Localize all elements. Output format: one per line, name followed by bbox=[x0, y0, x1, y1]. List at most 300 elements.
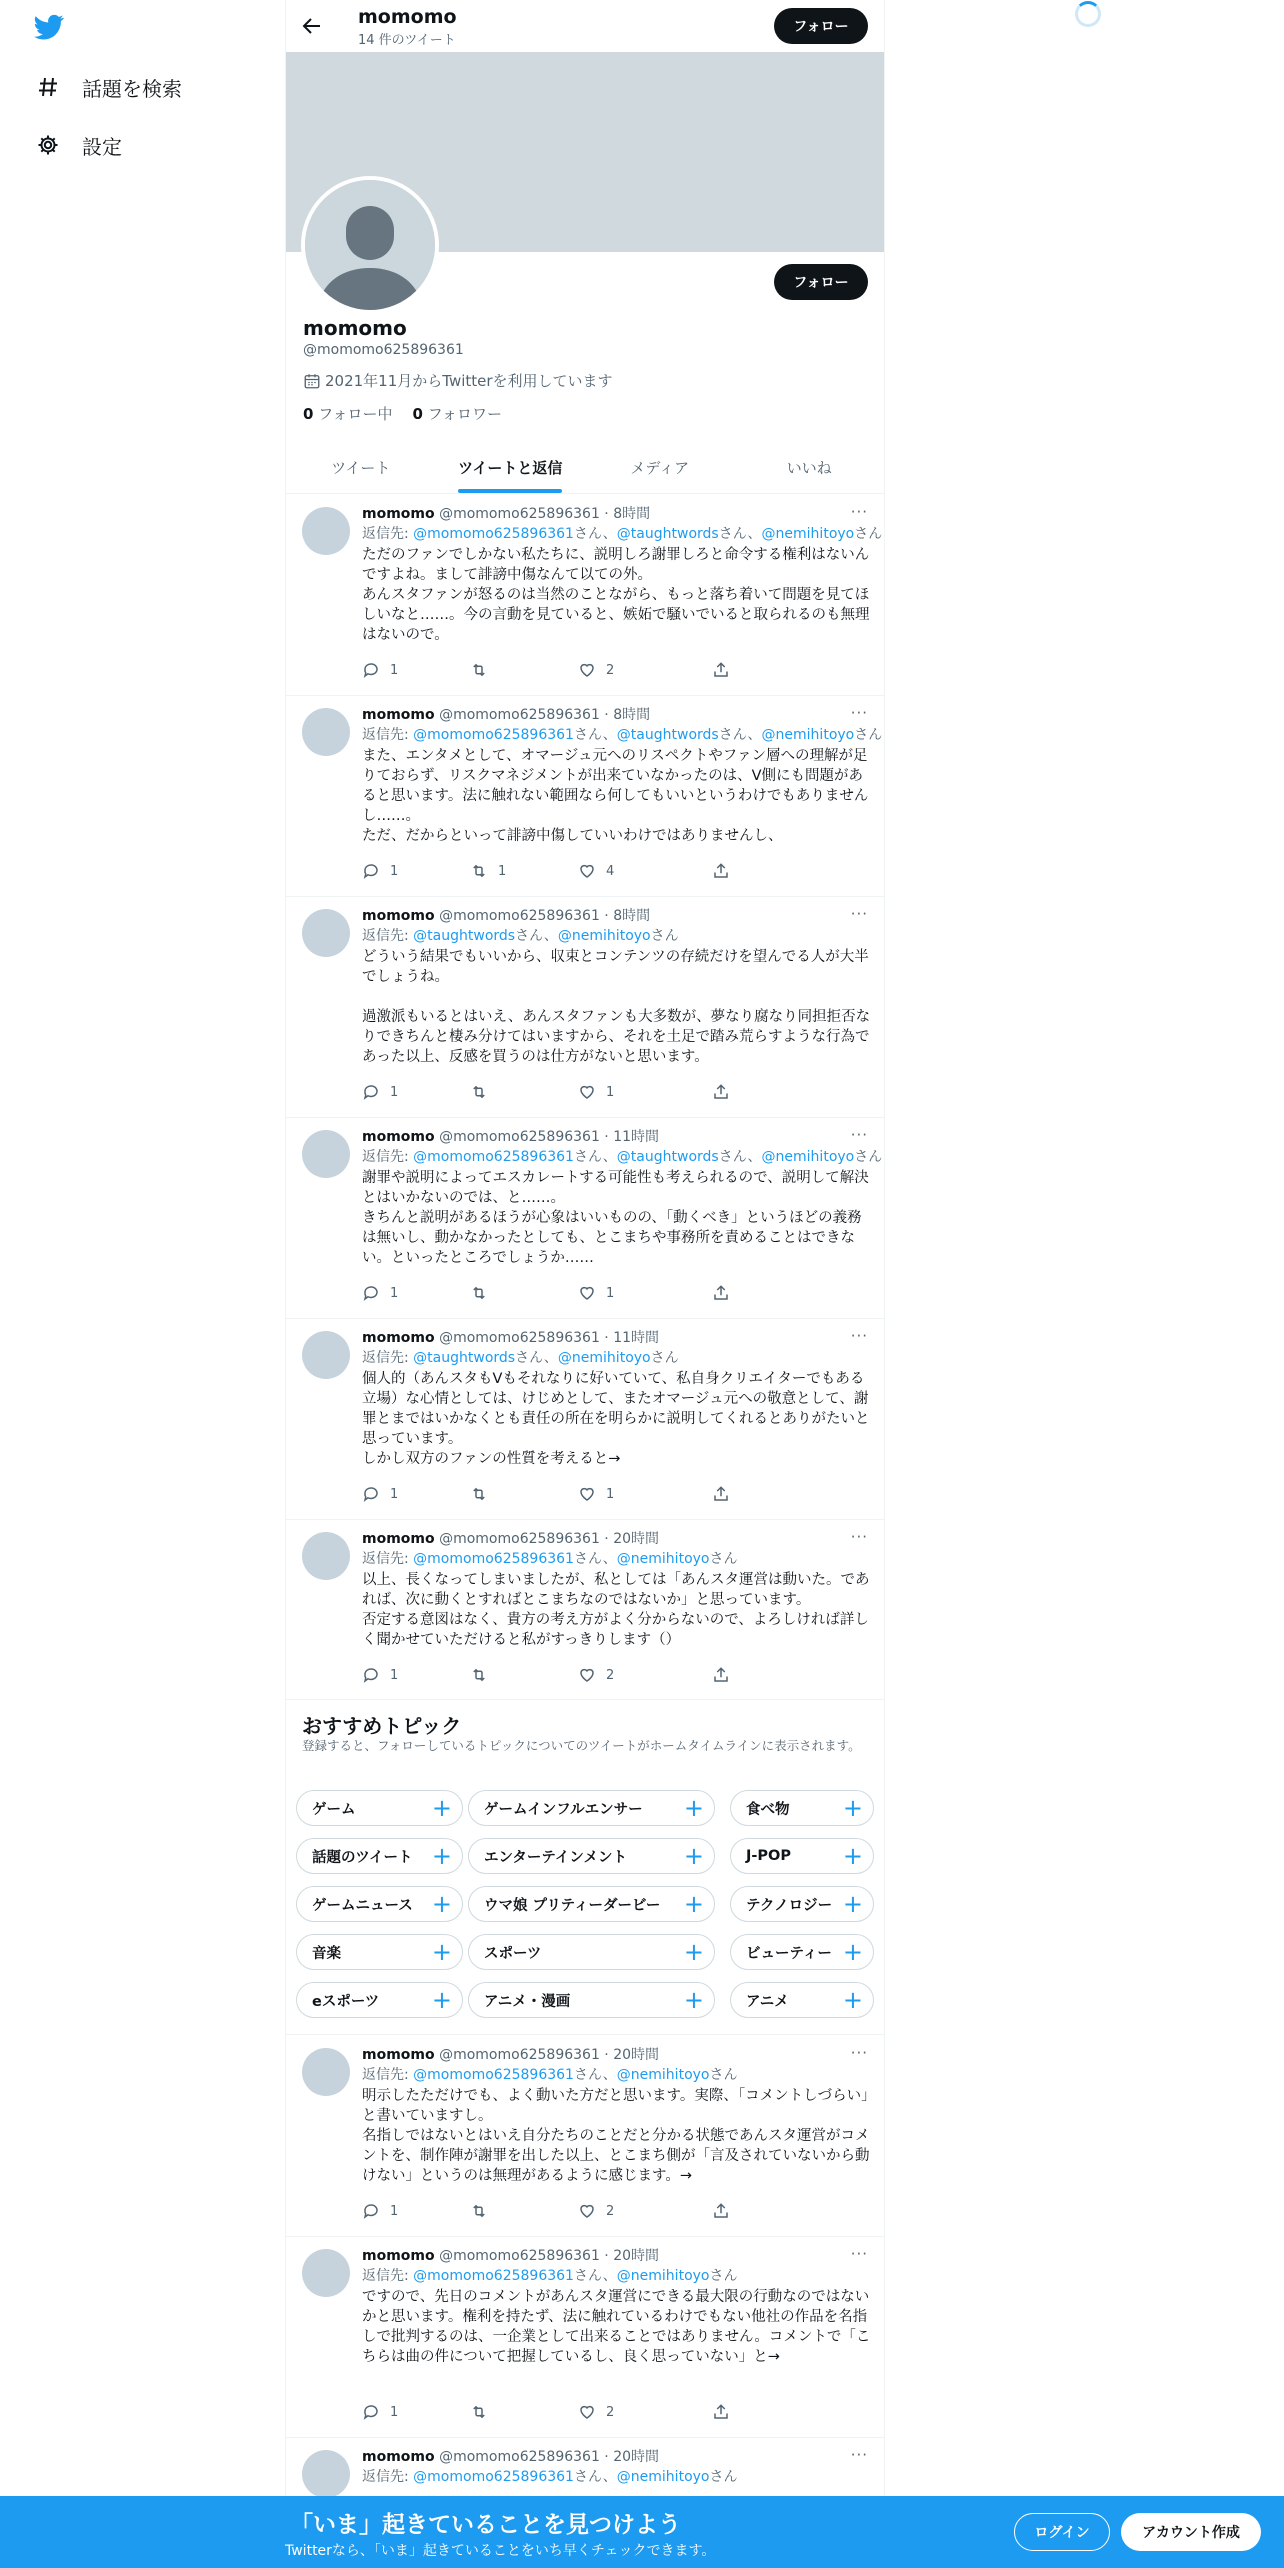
share-icon bbox=[712, 1485, 730, 1503]
tweet-author-name[interactable]: momomo bbox=[362, 908, 435, 924]
tweet-author-name[interactable]: momomo bbox=[362, 506, 435, 522]
share-icon bbox=[712, 2202, 730, 2220]
reply-button[interactable] bbox=[362, 1664, 470, 1686]
loading-spinner-icon bbox=[1075, 1, 1101, 27]
mention-link[interactable]: @nemihitoyo bbox=[761, 1149, 855, 1165]
topic-chip[interactable] bbox=[468, 1790, 715, 1826]
topic-chip-label: ゲームニュース bbox=[312, 1897, 413, 1914]
like-count: 1 bbox=[606, 1084, 615, 1100]
plus-icon[interactable]: + bbox=[842, 1842, 863, 1870]
profile-header-bar bbox=[286, 0, 884, 52]
following-label: フォロー中 bbox=[318, 405, 393, 423]
reply-count: 1 bbox=[390, 1084, 399, 1100]
more-options-icon[interactable]: ··· bbox=[850, 2245, 868, 2263]
tweet-actions bbox=[362, 1483, 802, 1505]
topic-chip[interactable] bbox=[468, 1982, 715, 2018]
more-options-icon[interactable]: ··· bbox=[850, 704, 868, 722]
plus-icon[interactable]: + bbox=[842, 1938, 863, 1966]
reply-button[interactable] bbox=[362, 1081, 470, 1103]
like-button[interactable] bbox=[578, 2200, 686, 2222]
heart-icon bbox=[578, 661, 596, 679]
plus-icon[interactable]: + bbox=[683, 1986, 704, 2014]
header-follow-button[interactable]: フォロー bbox=[774, 8, 868, 44]
reply-button[interactable] bbox=[362, 659, 470, 681]
reply-count: 1 bbox=[390, 1667, 399, 1683]
reply-icon bbox=[362, 2202, 380, 2220]
like-count: 4 bbox=[606, 863, 615, 879]
topic-chip[interactable] bbox=[730, 1838, 874, 1874]
retweet-button[interactable] bbox=[470, 1282, 578, 1304]
tweet-avatar[interactable] bbox=[302, 708, 350, 756]
mention-link[interactable]: @nemihitoyo bbox=[557, 928, 651, 944]
retweet-icon bbox=[470, 1284, 488, 1302]
like-count: 1 bbox=[606, 1486, 615, 1502]
like-button[interactable] bbox=[578, 1483, 686, 1505]
heart-icon bbox=[578, 1666, 596, 1684]
tweet-author-name[interactable]: momomo bbox=[362, 707, 435, 723]
tweet-reply-to bbox=[362, 2466, 737, 2486]
mention-separator: 、 bbox=[543, 928, 558, 944]
tweet[interactable] bbox=[286, 495, 884, 696]
mention-suffix: さん bbox=[709, 1551, 738, 1567]
plus-icon[interactable]: + bbox=[683, 1938, 704, 1966]
mention-suffix: さん bbox=[515, 1350, 544, 1366]
mention-suffix: さん bbox=[573, 1149, 603, 1165]
mention-link[interactable]: @nemihitoyo bbox=[616, 2067, 710, 2083]
tweet-reply-to bbox=[362, 1347, 679, 1367]
header-tweet-count: 14 件のツイート bbox=[358, 33, 456, 48]
topic-chip-label: エンターテインメント bbox=[484, 1849, 627, 1866]
share-icon bbox=[712, 2403, 730, 2421]
topic-chip[interactable] bbox=[730, 1790, 874, 1826]
reply-prefix: 返信先: bbox=[362, 2469, 414, 2485]
tweet[interactable] bbox=[286, 1319, 884, 1520]
mention-suffix: さん bbox=[573, 2067, 603, 2083]
topic-chip-label: 音楽 bbox=[312, 1945, 341, 1962]
more-options-icon[interactable]: ··· bbox=[850, 2446, 868, 2464]
mention-suffix: さん bbox=[650, 1350, 679, 1366]
tweet-author-handle[interactable]: @momomo625896361 bbox=[439, 707, 600, 723]
tweet-author-name[interactable]: momomo bbox=[362, 1531, 435, 1547]
tweet-text: また、エンタメとして、オマージュ元へのリスペクトやファン層への理解が足りておらず、リスクマネジメントが出来ていなかったのは、V側にも問題があると思います。法に触れない範囲なら何してもいいというわけでもありませんし……。 ただ、だからといって誹謗中傷していいわけではありませんし、 bbox=[362, 748, 869, 844]
retweet-icon bbox=[470, 1666, 488, 1684]
tweet-avatar[interactable] bbox=[302, 1532, 350, 1580]
share-button[interactable] bbox=[712, 1081, 730, 1103]
tweet-time[interactable]: 20時間 bbox=[613, 1531, 660, 1547]
tab-tweets-and-replies[interactable]: ツイートと返信 bbox=[436, 442, 586, 493]
reply-prefix: 返信先: bbox=[362, 1551, 414, 1567]
tweet-author-handle[interactable]: @momomo625896361 bbox=[439, 506, 600, 522]
more-options-icon[interactable]: ··· bbox=[850, 2044, 868, 2062]
more-options-icon[interactable]: ··· bbox=[850, 503, 868, 521]
tweet-author-handle[interactable]: @momomo625896361 bbox=[439, 2449, 600, 2465]
mention-link[interactable]: @taughtwords bbox=[616, 526, 719, 542]
topic-chip-label: ウマ娘 プリティーダービー bbox=[484, 1897, 661, 1914]
mention-suffix: さん bbox=[573, 1551, 603, 1567]
tweet-header: momomo @momomo625896361 · 20時間 bbox=[362, 2248, 660, 2264]
tweet-time[interactable]: 11時間 bbox=[613, 1330, 660, 1346]
mention-separator: 、 bbox=[602, 2268, 617, 2284]
reply-icon bbox=[362, 1284, 380, 1302]
header-name: momomo bbox=[358, 6, 457, 28]
signup-button[interactable]: アカウント作成 bbox=[1121, 2513, 1261, 2551]
retweet-icon bbox=[470, 1485, 488, 1503]
calendar-icon bbox=[303, 372, 321, 390]
followers-label: フォロワー bbox=[427, 405, 502, 423]
mention-separator: 、 bbox=[602, 526, 617, 542]
like-count: 2 bbox=[606, 1667, 615, 1683]
tweet-time[interactable]: 8時間 bbox=[613, 707, 651, 723]
tweet-time[interactable]: 8時間 bbox=[613, 506, 651, 522]
topic-chip-label: テクノロジー bbox=[746, 1897, 833, 1914]
reply-prefix: 返信先: bbox=[362, 727, 414, 743]
tweet-time[interactable]: 20時間 bbox=[613, 2047, 660, 2063]
mention-link[interactable]: @momomo625896361 bbox=[413, 1551, 574, 1567]
nav-settings[interactable] bbox=[36, 125, 122, 165]
topic-chip[interactable] bbox=[296, 1790, 463, 1826]
tweet-author-handle[interactable]: @momomo625896361 bbox=[439, 1531, 600, 1547]
twitter-bird-icon[interactable] bbox=[32, 12, 66, 42]
mention-link[interactable]: @momomo625896361 bbox=[413, 727, 574, 743]
retweet-button[interactable] bbox=[470, 659, 578, 681]
mention-suffix: さん bbox=[573, 526, 603, 542]
reply-button[interactable] bbox=[362, 1282, 470, 1304]
reply-count: 1 bbox=[390, 662, 399, 678]
tweet[interactable] bbox=[286, 1520, 884, 1700]
share-button[interactable] bbox=[712, 1483, 730, 1505]
followers-link[interactable] bbox=[412, 403, 501, 424]
retweet-button[interactable] bbox=[470, 1081, 578, 1103]
reply-count: 1 bbox=[390, 1285, 399, 1301]
plus-icon[interactable]: + bbox=[842, 1890, 863, 1918]
tweet-time[interactable]: 8時間 bbox=[613, 908, 651, 924]
more-options-icon[interactable]: ··· bbox=[850, 1528, 868, 1546]
mention-suffix: さん bbox=[854, 526, 883, 542]
tweet-actions bbox=[362, 659, 802, 681]
reply-count: 1 bbox=[390, 2404, 399, 2420]
like-count: 1 bbox=[606, 1285, 615, 1301]
tweet[interactable] bbox=[286, 897, 884, 1118]
tab-tweets[interactable]: ツイート bbox=[331, 459, 391, 477]
tweet-actions bbox=[362, 1282, 802, 1304]
tweet-time[interactable]: 20時間 bbox=[613, 2449, 660, 2465]
retweet-button[interactable] bbox=[470, 2200, 578, 2222]
mention-separator: 、 bbox=[602, 1551, 617, 1567]
share-button[interactable] bbox=[712, 1664, 730, 1686]
topic-chip[interactable] bbox=[296, 1934, 463, 1970]
tweet-header: momomo @momomo625896361 · 8時間 bbox=[362, 707, 651, 723]
signup-bottom-bar bbox=[0, 2496, 1284, 2568]
tweet-author-name[interactable]: momomo bbox=[362, 1129, 435, 1145]
mention-suffix: さん bbox=[854, 727, 883, 743]
like-count: 2 bbox=[606, 2203, 615, 2219]
profile-handle: @momomo625896361 bbox=[303, 342, 464, 358]
plus-icon[interactable]: + bbox=[683, 1890, 704, 1918]
mention-link[interactable]: @taughtwords bbox=[616, 727, 719, 743]
reply-button[interactable] bbox=[362, 860, 470, 882]
reply-prefix: 返信先: bbox=[362, 1350, 414, 1366]
main-column bbox=[285, 0, 885, 2568]
tweet-text: 明示したただけでも、よく動いた方だと思います。実際、「コメントしづらい」と書いていますし。 名指しではないとはいえ自分たちのことだと分かる状態であんスタ運営がコメントを、制作陣が謝罪を出した以上、とこまち側が「言及されていないから動けない」というのは無理があるように感じます。→ bbox=[362, 2088, 870, 2184]
more-options-icon[interactable]: ··· bbox=[850, 905, 868, 923]
mention-suffix: さん bbox=[573, 2469, 603, 2485]
mention-link[interactable]: @taughtwords bbox=[413, 928, 516, 944]
topic-chip[interactable] bbox=[296, 1982, 463, 2018]
mention-suffix: さん bbox=[573, 727, 603, 743]
hashtag-icon bbox=[36, 75, 60, 99]
recommended-topics bbox=[286, 1700, 884, 2035]
tweet-reply-to bbox=[362, 925, 679, 945]
tweet-header: momomo @momomo625896361 · 11時間 bbox=[362, 1330, 660, 1346]
back-arrow-icon[interactable] bbox=[300, 14, 324, 38]
topic-chip[interactable] bbox=[468, 1886, 715, 1922]
tweet-text: どういう結果でもいいから、収束とコンテンツの存続だけを望んでる人が大半でしょうね。 過激派もいるとはいえ、あんスタファンも大多数が、夢なり腐なり同担拒否なりできちんと棲み分けてはいますから、それを土足で踏み荒らすような行為であった以上、反感を買うのは仕方がないと思います。 bbox=[362, 949, 871, 1065]
topic-chip[interactable] bbox=[730, 1886, 874, 1922]
followers-count: 0 bbox=[412, 405, 423, 423]
share-button[interactable] bbox=[712, 1282, 730, 1304]
plus-icon[interactable]: + bbox=[431, 1986, 452, 2014]
reply-count: 1 bbox=[390, 1486, 399, 1502]
plus-icon[interactable]: + bbox=[431, 1842, 452, 1870]
tweet-author-handle[interactable]: @momomo625896361 bbox=[439, 1330, 600, 1346]
share-button[interactable] bbox=[712, 2200, 730, 2222]
left-nav bbox=[0, 0, 285, 2568]
retweet-button[interactable] bbox=[470, 1483, 578, 1505]
following-link[interactable] bbox=[303, 403, 392, 424]
tweet-avatar[interactable] bbox=[302, 2450, 350, 2498]
plus-icon[interactable]: + bbox=[842, 1986, 863, 2014]
mention-link[interactable]: @nemihitoyo bbox=[761, 727, 855, 743]
mention-suffix: さん bbox=[718, 1149, 748, 1165]
tweet[interactable] bbox=[286, 2036, 884, 2237]
share-button[interactable] bbox=[712, 2401, 730, 2423]
plus-icon[interactable]: + bbox=[842, 1794, 863, 1822]
reply-prefix: 返信先: bbox=[362, 526, 414, 542]
tweet-actions bbox=[362, 2401, 802, 2423]
bottom-title: 「いま」起きていることを見つけよう bbox=[290, 2512, 681, 2538]
mention-separator: 、 bbox=[543, 1350, 558, 1366]
profile-joined-text: 2021年11月からTwitterを利用しています bbox=[325, 372, 613, 390]
mention-separator: 、 bbox=[747, 526, 762, 542]
more-options-icon[interactable]: ··· bbox=[850, 1327, 868, 1345]
plus-icon[interactable]: + bbox=[431, 1890, 452, 1918]
heart-icon bbox=[578, 1284, 596, 1302]
topic-chip-label: ビューティー bbox=[746, 1945, 832, 1962]
topics-description: 登録すると、フォローしているトピックについてのツイートがホームタイムラインに表示されます。 bbox=[302, 1738, 861, 1753]
mention-link[interactable]: @nemihitoyo bbox=[761, 526, 855, 542]
mention-link[interactable]: @nemihitoyo bbox=[557, 1350, 651, 1366]
tweet-author-name[interactable]: momomo bbox=[362, 1330, 435, 1346]
topic-chip-label: アニメ・漫画 bbox=[484, 1993, 571, 2010]
reply-icon bbox=[362, 862, 380, 880]
tweet-text: ただのファンでしかない私たちに、説明しろ謝罪しろと命令する権利はないんですよね。まして誹謗中傷なんて以ての外。 あんスタファンが怒るのは当然のことながら、もっと落ち着いて問題を見てほしいなと……。今の言動を見ていると、嫉妬で騒いでいると取られるのも無理はないので。 bbox=[362, 547, 870, 643]
mention-link[interactable]: @momomo625896361 bbox=[413, 2469, 574, 2485]
tweet-header: momomo @momomo625896361 · 20時間 bbox=[362, 2047, 660, 2063]
like-button[interactable] bbox=[578, 2401, 686, 2423]
reply-prefix: 返信先: bbox=[362, 2067, 414, 2083]
reply-button[interactable] bbox=[362, 1483, 470, 1505]
retweet-button[interactable] bbox=[470, 2401, 578, 2423]
tweet-reply-to bbox=[362, 1548, 737, 1568]
topic-chip-label: 話題のツイート bbox=[312, 1849, 413, 1866]
tweet[interactable] bbox=[286, 1118, 884, 1319]
heart-icon bbox=[578, 2202, 596, 2220]
tweet-header: momomo @momomo625896361 · 8時間 bbox=[362, 908, 651, 924]
like-button[interactable] bbox=[578, 1081, 686, 1103]
tweet-text: 個人的（あんスタもVもそれなりに好いていて、私自身クリエイターでもある立場）な心情としては、けじめとして、またオマージュ元への敬意として、謝罪とまではいかなくとも責任の所在を明らかに説明してくれるとありがたいと思っています。 しかし双方のファンの性質を考えると→ bbox=[362, 1371, 870, 1467]
reply-prefix: 返信先: bbox=[362, 928, 414, 944]
tweet-avatar[interactable] bbox=[302, 2249, 350, 2297]
plus-icon[interactable]: + bbox=[683, 1842, 704, 1870]
retweet-button[interactable] bbox=[470, 1664, 578, 1686]
profile-name: momomo bbox=[303, 316, 407, 340]
nav-explore[interactable] bbox=[36, 67, 182, 107]
retweet-icon bbox=[470, 661, 488, 679]
share-button[interactable] bbox=[712, 860, 730, 882]
reply-icon bbox=[362, 661, 380, 679]
reply-icon bbox=[362, 1666, 380, 1684]
heart-icon bbox=[578, 2403, 596, 2421]
mention-link[interactable]: @nemihitoyo bbox=[616, 1551, 710, 1567]
mention-link[interactable]: @momomo625896361 bbox=[413, 2067, 574, 2083]
like-button[interactable] bbox=[578, 1664, 686, 1686]
share-icon bbox=[712, 1666, 730, 1684]
plus-icon[interactable]: + bbox=[683, 1794, 704, 1822]
reply-button[interactable] bbox=[362, 2200, 470, 2222]
share-icon bbox=[712, 862, 730, 880]
tweet-reply-to bbox=[362, 2265, 737, 2285]
mention-separator: 、 bbox=[602, 2469, 617, 2485]
tweet-actions bbox=[362, 860, 802, 882]
reply-prefix: 返信先: bbox=[362, 1149, 414, 1165]
tab-media[interactable]: メディア bbox=[630, 459, 690, 477]
tweet-author-name[interactable]: momomo bbox=[362, 2248, 435, 2264]
topic-chip-label: 食べ物 bbox=[746, 1801, 790, 1818]
tweet-reply-to bbox=[362, 724, 882, 744]
tweet[interactable] bbox=[286, 696, 884, 897]
like-count: 2 bbox=[606, 662, 615, 678]
retweet-icon bbox=[470, 862, 488, 880]
tab-likes[interactable]: いいね bbox=[786, 459, 832, 477]
default-avatar-icon bbox=[305, 180, 435, 310]
retweet-icon bbox=[470, 2403, 488, 2421]
mention-suffix: さん bbox=[650, 928, 679, 944]
tweet-author-handle[interactable]: @momomo625896361 bbox=[439, 2047, 600, 2063]
tweet-avatar[interactable] bbox=[302, 1130, 350, 1178]
mention-separator: 、 bbox=[747, 727, 762, 743]
bottom-subtitle: Twitterなら、「いま」起きていることをいち早くチェックできます。 bbox=[285, 2543, 716, 2559]
mention-link[interactable]: @taughtwords bbox=[413, 1350, 516, 1366]
tweet-actions bbox=[362, 1664, 802, 1686]
profile-joined bbox=[303, 370, 613, 391]
topic-chip[interactable] bbox=[296, 1886, 463, 1922]
share-icon bbox=[712, 661, 730, 679]
tweet-avatar[interactable] bbox=[302, 2048, 350, 2096]
tweet-text: ですので、先日のコメントがあんスタ運営にできる最大限の行動なのではないかと思います。権利を持たず、法に触れているわけでもない他社の作品を名指しで批判するのは、一企業として出来ることではありません。コメントで「こちらは曲の件について把握しているし、良く思っていない」と→ bbox=[362, 2289, 871, 2365]
tweet-author-name[interactable]: momomo bbox=[362, 2047, 435, 2063]
topic-chip[interactable] bbox=[730, 1982, 874, 2018]
reply-icon bbox=[362, 1485, 380, 1503]
tweet-actions bbox=[362, 2200, 802, 2222]
more-options-icon[interactable]: ··· bbox=[850, 1126, 868, 1144]
topic-chip[interactable] bbox=[296, 1838, 463, 1874]
tweet-author-handle[interactable]: @momomo625896361 bbox=[439, 2248, 600, 2264]
mention-separator: 、 bbox=[602, 727, 617, 743]
like-button[interactable] bbox=[578, 860, 686, 882]
plus-icon[interactable]: + bbox=[431, 1794, 452, 1822]
profile-follow-button[interactable]: フォロー bbox=[774, 264, 868, 300]
share-icon bbox=[712, 1083, 730, 1101]
like-button[interactable] bbox=[578, 1282, 686, 1304]
tweet-time[interactable]: 20時間 bbox=[613, 2248, 660, 2264]
retweet-button[interactable] bbox=[470, 860, 578, 882]
share-button[interactable] bbox=[712, 659, 730, 681]
tweet-avatar[interactable] bbox=[302, 1331, 350, 1379]
profile-avatar[interactable] bbox=[301, 176, 439, 314]
mention-suffix: さん bbox=[515, 928, 544, 944]
tweet-reply-to bbox=[362, 2064, 737, 2084]
login-button[interactable]: ログイン bbox=[1014, 2513, 1110, 2551]
reply-button[interactable] bbox=[362, 2401, 470, 2423]
like-button[interactable] bbox=[578, 659, 686, 681]
tweet-actions bbox=[362, 1081, 802, 1103]
reply-icon bbox=[362, 1083, 380, 1101]
mention-suffix: さん bbox=[854, 1149, 883, 1165]
profile-follow-stats bbox=[303, 403, 502, 424]
tweet-avatar[interactable] bbox=[302, 507, 350, 555]
tweet-time[interactable]: 11時間 bbox=[613, 1129, 660, 1145]
mention-link[interactable]: @nemihitoyo bbox=[616, 2268, 710, 2284]
mention-link[interactable]: @momomo625896361 bbox=[413, 1149, 574, 1165]
mention-link[interactable]: @nemihitoyo bbox=[616, 2469, 710, 2485]
topic-chip[interactable] bbox=[730, 1934, 874, 1970]
mention-link[interactable]: @momomo625896361 bbox=[413, 2268, 574, 2284]
tweet-author-handle[interactable]: @momomo625896361 bbox=[439, 1129, 600, 1145]
tweet-header: momomo @momomo625896361 · 8時間 bbox=[362, 506, 651, 522]
mention-suffix: さん bbox=[718, 727, 748, 743]
reply-count: 1 bbox=[390, 863, 399, 879]
mention-suffix: さん bbox=[709, 2469, 738, 2485]
retweet-count: 1 bbox=[498, 863, 507, 879]
like-count: 2 bbox=[606, 2404, 615, 2420]
heart-icon bbox=[578, 862, 596, 880]
mention-separator: 、 bbox=[747, 1149, 762, 1165]
topic-chip-label: アニメ bbox=[746, 1993, 789, 2010]
following-count: 0 bbox=[303, 405, 314, 423]
mention-suffix: さん bbox=[573, 2268, 603, 2284]
topic-chip[interactable] bbox=[468, 1838, 715, 1874]
mention-link[interactable]: @taughtwords bbox=[616, 1149, 719, 1165]
reply-count: 1 bbox=[390, 2203, 399, 2219]
tweet-header: momomo @momomo625896361 · 20時間 bbox=[362, 1531, 660, 1547]
tweet-author-handle[interactable]: @momomo625896361 bbox=[439, 908, 600, 924]
retweet-icon bbox=[470, 2202, 488, 2220]
topic-chip[interactable] bbox=[468, 1934, 715, 1970]
nav-explore-label: 話題を検索 bbox=[82, 76, 182, 101]
tweet-text: 以上、長くなってしまいましたが、私としては「あんスタ運営は動いた。であれば、次に動くとすればとこまちなのではないか」と思っています。 否定する意図はなく、貴方の考え方がよく分からないので、よろしければ詳しく聞かせていただけると私がすっきりします（） bbox=[362, 1572, 870, 1648]
tweet-reply-to bbox=[362, 1146, 882, 1166]
reply-icon bbox=[362, 2403, 380, 2421]
tweet-avatar[interactable] bbox=[302, 909, 350, 957]
reply-prefix: 返信先: bbox=[362, 2268, 414, 2284]
heart-icon bbox=[578, 1485, 596, 1503]
plus-icon[interactable]: + bbox=[431, 1938, 452, 1966]
mention-link[interactable]: @momomo625896361 bbox=[413, 526, 574, 542]
topic-chip-label: ゲーム bbox=[312, 1801, 356, 1818]
tweet-author-name[interactable]: momomo bbox=[362, 2449, 435, 2465]
tweet[interactable] bbox=[286, 2237, 884, 2438]
mention-separator: 、 bbox=[602, 1149, 617, 1165]
